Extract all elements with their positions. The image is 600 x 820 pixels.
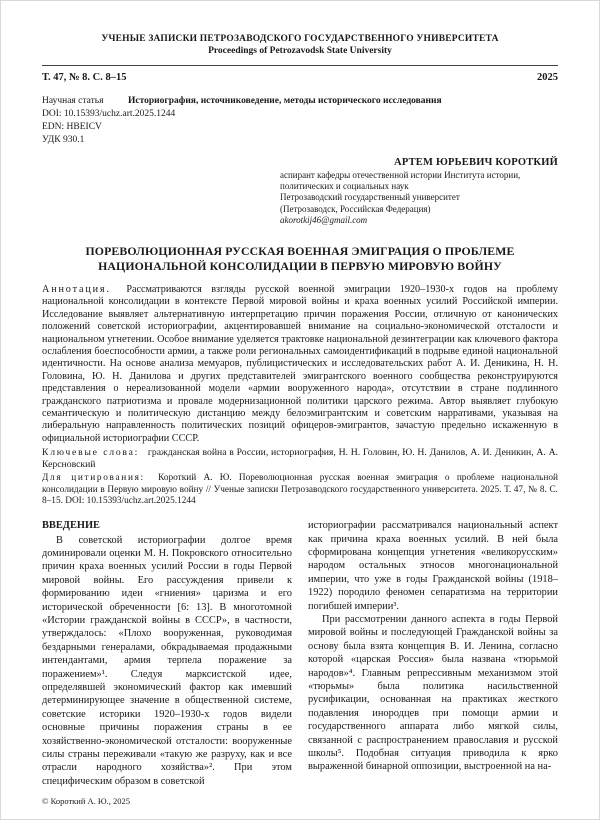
intro-heading: ВВЕДЕНИЕ [42, 520, 100, 532]
abstract-label: Аннотация. [42, 284, 111, 296]
copyright: © Короткий А. Ю., 2025 [42, 796, 131, 807]
citation [42, 473, 558, 507]
edn: EDN: HBEICV [42, 122, 102, 132]
udk: УДК 930.1 [42, 135, 85, 145]
journal-name-ru: УЧЕНЫЕ ЗАПИСКИ ПЕТРОЗАВОДСКОГО ГОСУДАРСТВЕННОГО УНИВЕРСИТЕТА [101, 34, 499, 44]
author-affiliation: аспирант кафедры отечественной истории Института истории, политических и социальных наук [280, 170, 521, 192]
body-column-right [308, 519, 558, 809]
body-column-left [42, 519, 292, 809]
body-paragraph-right-1: историографии рассматривался национальный аспект как причина краха военных усилий. В ней была сформирована концепция угнетения «великорусским» народом остальных этносов многонациональной империи, что уже в годы Гражданской войны (1918–1922) породило феномен сепаратизма на территории погибшей империи³. [308, 520, 558, 612]
body-paragraph-left: В советской историографии долгое время доминировали оценки М. Н. Покровского относительно причин краха военных усилий России в годы Первой мировой войны. Его рассуждения привели к формированию идеи «гниения» царизма и его исторической обреченности [6: 13]. В многотомной «Истории гражданской войны в СССР», в частности, утверждалось: «Плохо вооруженная, руководимая бездарными генералами, обкрадываемая продажными интендантами, армия терпела поражение за поражением»¹. Следуя марксистской идее, определявшей экономический фактор как имевший детерминирующее значение в общественной системе, советские историки 1920–1930-х годов видели основные причины поражения страны в ее хозяйственно-экономической отсталости: вооруженные силы страны переживали «такую же разруху, как и все отрасли народного хозяйства»². При этом специфическим образом в советской [42, 534, 292, 787]
doi: DOI: 10.15393/uchz.art.2025.1244 [42, 109, 176, 119]
year: 2025 [537, 72, 558, 83]
author-university: Петрозаводский государственный университет [280, 192, 460, 203]
article-meta [42, 95, 558, 147]
author-email: akorotkij46@gmail.com [280, 214, 368, 225]
journal-name-en: Proceedings of Petrozavodsk State University [208, 46, 392, 56]
author-location: (Петрозаводск, Российская Федерация) [280, 203, 431, 214]
author-block [280, 157, 558, 226]
keywords-label: Ключевые слова: [42, 447, 140, 459]
citation-text: Короткий А. Ю. Пореволюционная русская военная эмиграция о проблеме национальной консолидации в Первую мировую войну // Ученые записки Петрозаводского государственного университета. 2025. Т. 47, № 8. С. 8–15. DOI: 10.15393/uchz.art.2025.1244 [42, 473, 558, 506]
article-type: Научная статья [42, 96, 104, 106]
header-rule [42, 65, 558, 66]
body-paragraph-right-2: При рассмотрении данного аспекта в годы Первой мировой войны и последующей Гражданской войны за основу была взята концепция В. И. Ленина, согласно которой «царская Россия» была названа «тюрьмой народов»⁴. Главным репрессивным механизмом этой «тюрьмы» была политика насильственной русификации, основанная на практиках жесткого подавления инородцев при помощи армии и государственного аппарата либо мягкой силы, связанной с распространением православия и русской школы⁵. Подобная ситуация приводила к ярко выраженной бинарной оппозиции, выстроенной на на- [308, 613, 558, 773]
author-name: АРТЕМ ЮРЬЕВИЧ КОРОТКИЙ [394, 157, 558, 168]
body-columns [42, 519, 558, 809]
journal-header [42, 34, 558, 56]
citation-label: Для цитирования: [42, 473, 145, 484]
volume-row [42, 72, 558, 83]
volume-info: Т. 47, № 8. С. 8–15 [42, 72, 127, 83]
type-section-row [42, 95, 558, 108]
abstract [42, 284, 558, 445]
article-title: ПОРЕВОЛЮЦИОННАЯ РУССКАЯ ВОЕННАЯ ЭМИГРАЦИЯ О ПРОБЛЕМЕ НАЦИОНАЛЬНОЙ КОНСОЛИДАЦИИ В ПЕРВУЮ МИРОВУЮ ВОЙНУ [85, 244, 515, 273]
article-section: Историография, источниковедение, методы исторического исследования [128, 96, 442, 106]
keywords-text: гражданская война в России, историография, Н. Н. Головин, Ю. Н. Данилов, А. И. Деникин, А. А. Керсновский [42, 447, 559, 470]
keywords [42, 447, 558, 470]
abstract-text: Рассматриваются взгляды русской военной эмиграции 1920–1930-х годов на проблему национальной консолидации в контексте Первой мировой войны и краха военных усилий Российской империи. Исследование выявляет альтернативную интерпретацию причин поражения России, отличную от канонических положений советской историографии, акцентировавшей внимание на социально-экономической отсталости и национальном угнетении. Особое внимание уделяется трактовке национальной дезинтеграции как ключевого фактора ослабления боеспособности армии, а также роли региональных самоидентификаций в подрыве единой национальной идентичности. На основе анализа мемуаров, публицистических и исследовательских работ А. И. Деникина, Н. Н. Головина, Ю. Н. Данилова и других представителей эмигрантского военного сообщества реконструируются представления о нереализованной модели «армии вооруженного народа», отсутствии в стране подлинного гражданского патриотизма и провале модернизационной политики царского режима. Автор выявляет глубокую семантическую и политическую дистанцию между белоэмигрантским и советским нарративами, указывая на либеральную направленность политических позиций офицеров-эмигрантов, зачастую предельно искаженную в официальной историографии СССР. [42, 284, 559, 444]
